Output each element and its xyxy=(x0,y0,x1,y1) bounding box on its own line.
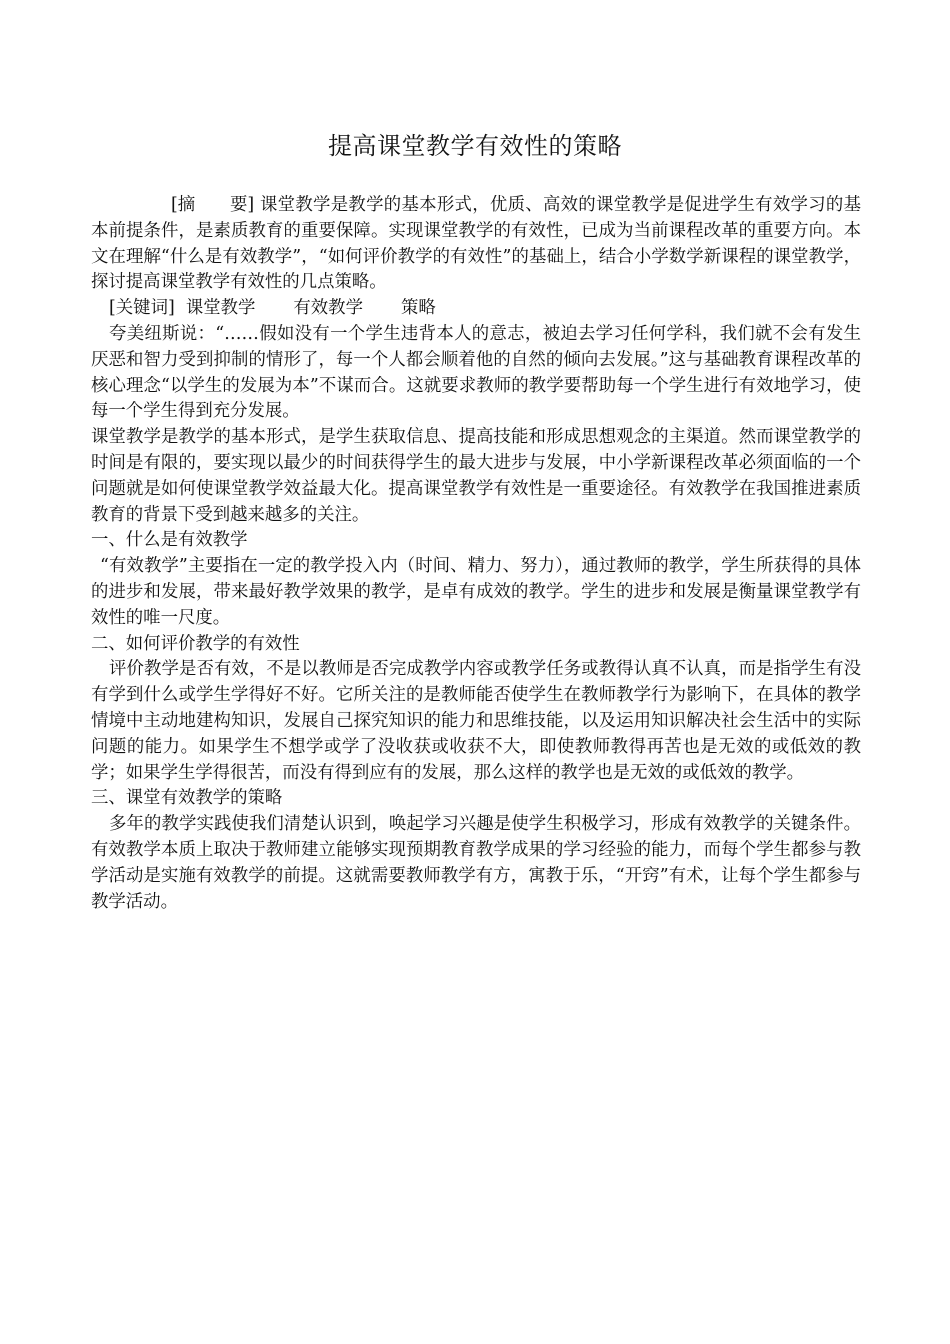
section-heading-2: 二、如何评价教学的有效性 xyxy=(91,633,300,654)
abstract-label: [摘 要] xyxy=(171,195,255,215)
keyword-item: 有效教学 xyxy=(293,298,363,319)
section-paragraph-1: “有效教学”主要指在一定的教学投入内（时间、精力、努力），通过教师的教学，学生所获得的具体的进步和发展，带来最好教学效果的教学，是卓有成效的教学。学生的进步和发展是衡量课堂教学有效性的唯一尺度。 xyxy=(91,556,861,628)
abstract-paragraph xyxy=(91,193,861,296)
document-title: 提高课堂教学有效性的策略 xyxy=(328,132,622,160)
keyword-item: 策略 xyxy=(400,298,436,319)
intro-paragraph-2: 课堂教学是教学的基本形式，是学生获取信息、提高技能和形成思想观念的主渠道。然而课堂教学的时间是有限的，要实现以最少的时间获得学生的最大进步与发展，中小学新课程改革必须面临的一个问题就是如何使课堂教学效益最大化。提高课堂教学有效性是一重要途径。有效教学在我国推进素质教育的背景下受到越来越多的关注。 xyxy=(91,427,861,525)
section-heading-3: 三、课堂有效教学的策略 xyxy=(91,788,283,809)
keywords-label: [关键词] xyxy=(109,298,175,319)
section-paragraph-2: 评价教学是否有效，不是以教师是否完成教学内容或教学任务或教得认真不认真，而是指学生有没有学到什么或学生学得好不好。它所关注的是教师能否使学生在教师教学行为影响下，在具体的教学情境中主动地建构知识，发展自己探究知识的能力和思维技能，以及运用知识解决社会生活中的实际问题的能力。如果学生不想学或学了没收获或收获不大，即使教师教得再苦也是无效的或低效的教学；如果学生学得很苦，而没有得到应有的发展，那么这样的教学也是无效的或低效的教学。 xyxy=(91,659,861,783)
section-heading-1: 一、什么是有效教学 xyxy=(91,530,248,551)
intro-paragraph-1: 夸美纽斯说：“……假如没有一个学生违背本人的意志，被迫去学习任何学科，我们就不会有发生厌恶和智力受到抑制的情形了，每一个人都会顺着他的自然的倾向去发展。”这与基础教育课程改革的核心理念“以学生的发展为本”不谋而合。这就要求教师的教学要帮助每一个学生进行有效地学习，使每一个学生得到充分发展。 xyxy=(91,323,861,422)
document-body xyxy=(91,193,861,915)
section-paragraph-3: 多年的教学实践使我们清楚认识到，唤起学习兴趣是使学生积极学习，形成有效教学的关键条件。有效教学本质上取决于教师建立能够实现预期教育教学成果的学习经验的能力，而每个学生都参与教学活动是实施有效教学的前提。这就需要教师教学有方，寓教于乐，“开窍”有术，让每个学生都参与教学活动。 xyxy=(91,814,861,912)
abstract-text: 课堂教学是教学的基本形式，优质、高效的课堂教学是促进学生有效学习的基本前提条件，是素质教育的重要保障。实现课堂教学的有效性，已成为当前课程改革的重要方向。本文在理解“什么是有效教学”，“如何评价教学的有效性”的基础上，结合小学数学新课程的课堂教学，探讨提高课堂教学有效性的几点策略。 xyxy=(91,195,861,293)
keyword-item: 课堂教学 xyxy=(185,298,256,319)
keywords-line xyxy=(91,296,861,322)
